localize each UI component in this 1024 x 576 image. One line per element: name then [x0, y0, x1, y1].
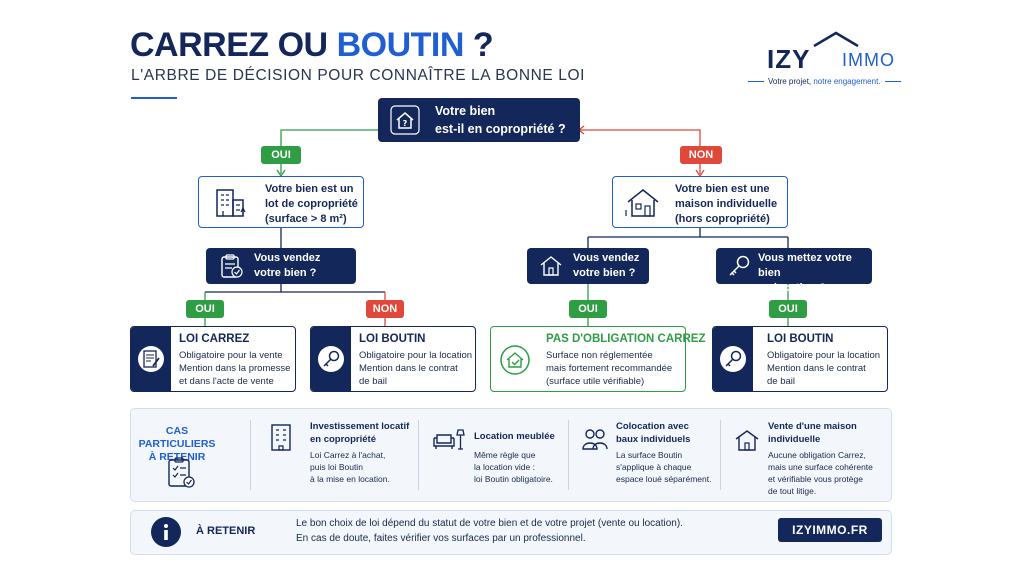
- document-pen-icon: [136, 344, 166, 374]
- separator: [568, 420, 569, 490]
- oui-label-4: OUI: [769, 300, 807, 318]
- result-title: LOI CARREZ: [179, 333, 250, 345]
- footer-text: Le bon choix de loi dépend du statut de votre bien et de votre projet (vente ou location). En cas de doute, faites vérifier vos surfaces par un professionnel.: [296, 518, 683, 544]
- logo-izy: IZY: [767, 44, 811, 74]
- sell-question-node-2: [527, 248, 649, 284]
- key-icon: [316, 344, 346, 374]
- sell-question-node: [206, 248, 356, 284]
- key-icon: [726, 253, 752, 279]
- result-loi-boutin-2: [712, 326, 888, 392]
- case-4-title: Vente d'une maison individuelle: [768, 421, 857, 445]
- page-title: CARREZ OU BOUTIN ?: [130, 26, 494, 64]
- key-icon: [718, 344, 748, 374]
- title-underline: [131, 97, 177, 99]
- case-2-text: Même règle que la location vide : loi Boutin obligatoire.: [474, 450, 553, 484]
- left-question-node: [198, 176, 364, 228]
- page-subtitle: L'ARBRE DE DÉCISION POUR CONNAÎTRE LA BONNE LOI: [131, 67, 586, 84]
- separator: [250, 420, 251, 490]
- result-pas-obligation: [490, 326, 706, 392]
- case-1-text: Loi Carrez à l'achat, puis loi Boutin à la mise en location.: [310, 450, 390, 484]
- logo-immo: IMMO: [842, 50, 895, 70]
- result-icon-panel: [311, 327, 351, 391]
- result-icon-panel: [131, 327, 171, 391]
- result-title: LOI BOUTIN: [359, 333, 426, 345]
- people-icon: [580, 426, 610, 452]
- buildings-icon: [213, 186, 247, 220]
- right-question-text: Votre bien est une maison individuelle (hors copropriété): [675, 183, 778, 225]
- svg-text:?: ?: [402, 119, 408, 128]
- result-body: Obligatoire pour la location Mention dans le contrat de bail: [359, 350, 473, 387]
- logo-rule-right: [885, 81, 901, 82]
- house-outline-icon: [539, 254, 563, 278]
- logo-tagline: Votre projet, notre engagement.: [768, 77, 881, 86]
- house-question-icon: [390, 105, 420, 135]
- clipboard-check-icon: [218, 253, 244, 279]
- left-question-text: Votre bien est un lot de copropriété (surface > 8 m²): [265, 183, 358, 225]
- separator: [720, 420, 721, 490]
- logo-rule-left: [748, 81, 764, 82]
- result-body: Surface non réglementée mais fortement recommandée (surface utile vérifiable): [546, 350, 673, 387]
- non-label-2: NON: [366, 300, 404, 318]
- rent-question-node: [716, 248, 872, 294]
- house-check-icon: [499, 344, 531, 376]
- result-loi-carrez: [130, 326, 296, 392]
- case-2-title: Location meublée: [474, 431, 555, 442]
- case-4-text: Aucune obligation Carrez, mais une surface cohérente et vérifiable vous protège de tout litige.: [768, 450, 873, 496]
- result-title: PAS D'OBLIGATION CARREZ: [546, 333, 706, 345]
- special-cases-title: CAS PARTICULIERS À RETENIR: [138, 425, 216, 463]
- rent-question-text: Vous mettez votre bien en location ?: [758, 252, 852, 294]
- building-icon: [268, 422, 298, 452]
- checklist-icon: [166, 456, 196, 490]
- info-icon: [150, 516, 182, 548]
- sell-question-text: Vous vendez votre bien ?: [254, 252, 321, 279]
- result-title: LOI BOUTIN: [767, 333, 834, 345]
- oui-label-2: OUI: [186, 300, 224, 318]
- oui-label-1: OUI: [261, 146, 301, 164]
- sell-question-text-2: Vous vendez votre bien ?: [573, 252, 640, 279]
- sofa-lamp-icon: [430, 424, 466, 452]
- result-body: Obligatoire pour la location Mention dans le contrat de bail: [767, 350, 881, 387]
- footer-retenir-label: À RETENIR: [196, 525, 256, 537]
- case-3-text: La surface Boutin s'applique à chaque espace loué séparément.: [616, 450, 712, 484]
- house-icon: [625, 186, 661, 220]
- right-question-node: [612, 176, 788, 228]
- case-1-title: Investissement locatif en copropriété: [310, 421, 410, 445]
- separator: [418, 420, 419, 490]
- root-question-text: Votre bien est-il en copropriété ?: [435, 104, 566, 136]
- root-question-node: [378, 98, 580, 142]
- website-link-button[interactable]: IZYIMMO.FR: [778, 518, 882, 542]
- oui-label-3: OUI: [569, 300, 607, 318]
- non-label-1: NON: [680, 146, 722, 164]
- house-icon: [734, 428, 760, 452]
- result-body: Obligatoire pour la vente Mention dans la promesse et dans l'acte de vente: [179, 350, 291, 387]
- result-loi-boutin: [310, 326, 476, 392]
- logo-roof-icon: [812, 30, 860, 48]
- case-3-title: Colocation avec baux individuels: [616, 421, 691, 445]
- result-icon-panel: [713, 327, 753, 391]
